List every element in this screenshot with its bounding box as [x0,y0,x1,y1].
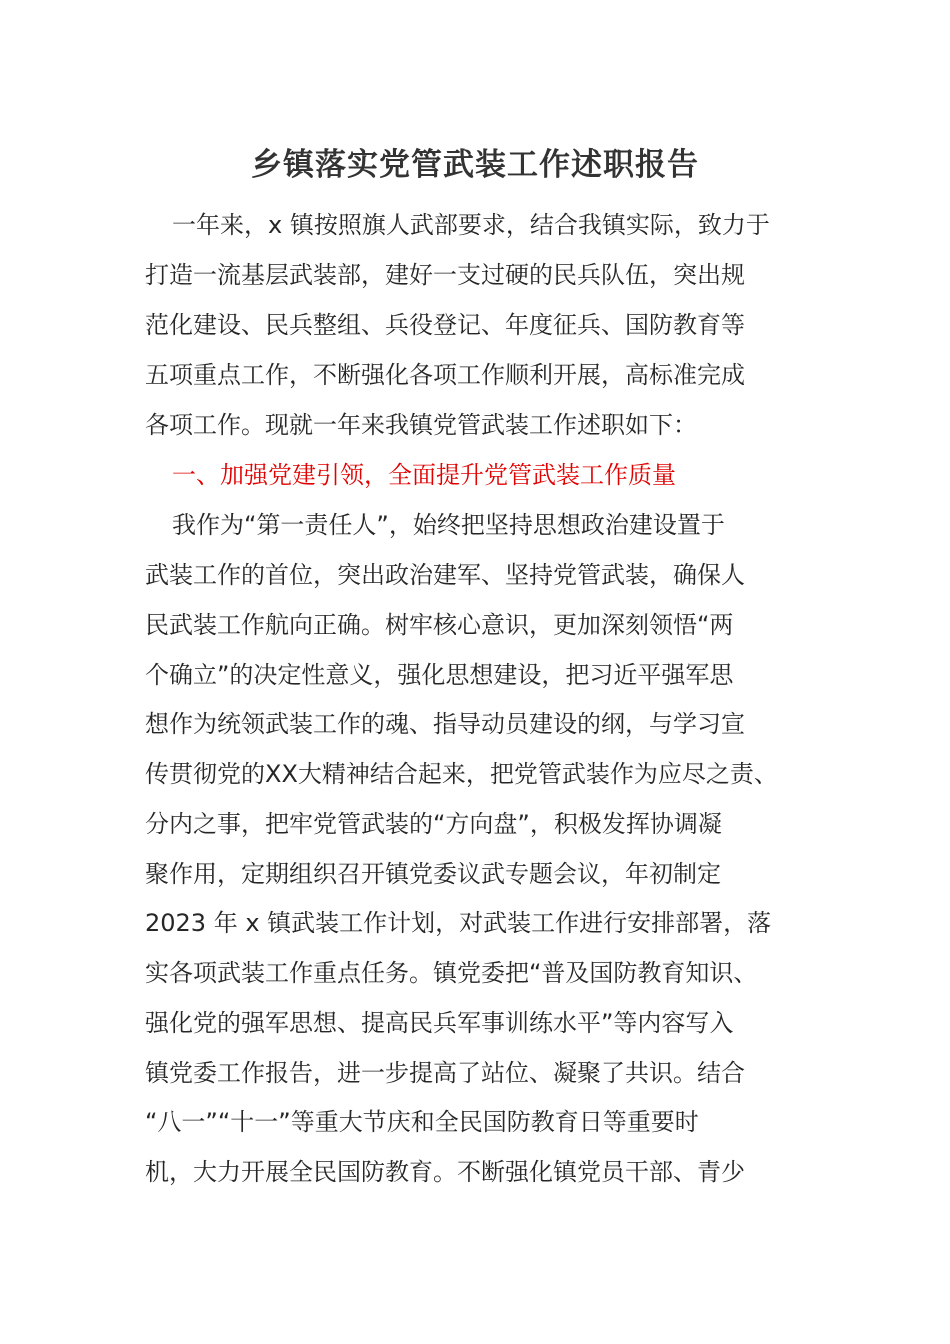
body-line-6: 传贯彻党的XX大精神结合起来，把党管武装作为应尽之责、 [145,760,778,788]
intro-line-1: 一年来，x 镇按照旗人武部要求，结合我镇实际，致力于 [172,211,770,239]
body-line-12: 镇党委工作报告，进一步提高了站位、凝聚了共识。结合 [145,1059,745,1087]
body-line-1: 我作为“第一责任人”，始终把坚持思想政治建设置于 [172,511,725,539]
document-title: 乡镇落实党管武装工作述职报告 [251,147,699,183]
body-line-5: 想作为统领武装工作的魂、指导动员建设的纲，与学习宣 [145,710,745,738]
intro-line-3: 范化建设、民兵整组、兵役登记、年度征兵、国防教育等 [145,311,745,339]
body-line-13: “八一”“十一”等重大节庆和全民国防教育日等重要时 [145,1108,699,1136]
body-line-3: 民武装工作航向正确。树牢核心意识，更加深刻领悟“两 [145,611,734,639]
body-line-8: 聚作用，定期组织召开镇党委议武专题会议，年初制定 [145,860,721,888]
intro-line-2: 打造一流基层武装部，建好一支过硬的民兵队伍，突出规 [145,261,745,289]
body-line-7: 分内之事，把牢党管武装的“方向盘”，积极发挥协调凝 [145,810,722,838]
body-line-2: 武装工作的首位，突出政治建军、坚持党管武装，确保人 [145,561,745,589]
body-line-9: 2023 年 x 镇武装工作计划，对武装工作进行安排部署，落 [145,909,772,937]
body-line-14: 机，大力开展全民国防教育。不断强化镇党员干部、青少 [145,1158,745,1186]
intro-line-4: 五项重点工作，不断强化各项工作顺利开展，高标准完成 [145,361,745,389]
intro-line-5: 各项工作。现就一年来我镇党管武装工作述职如下： [145,411,697,439]
body-line-10: 实各项武装工作重点任务。镇党委把“普及国防教育知识、 [145,959,758,987]
body-line-4: 个确立”的决定性意义，强化思想建设，把习近平强军思 [145,661,734,689]
body-line-11: 强化党的强军思想、提高民兵军事训练水平”等内容写入 [145,1009,734,1037]
section-heading: 一、加强党建引领，全面提升党管武装工作质量 [172,461,676,489]
